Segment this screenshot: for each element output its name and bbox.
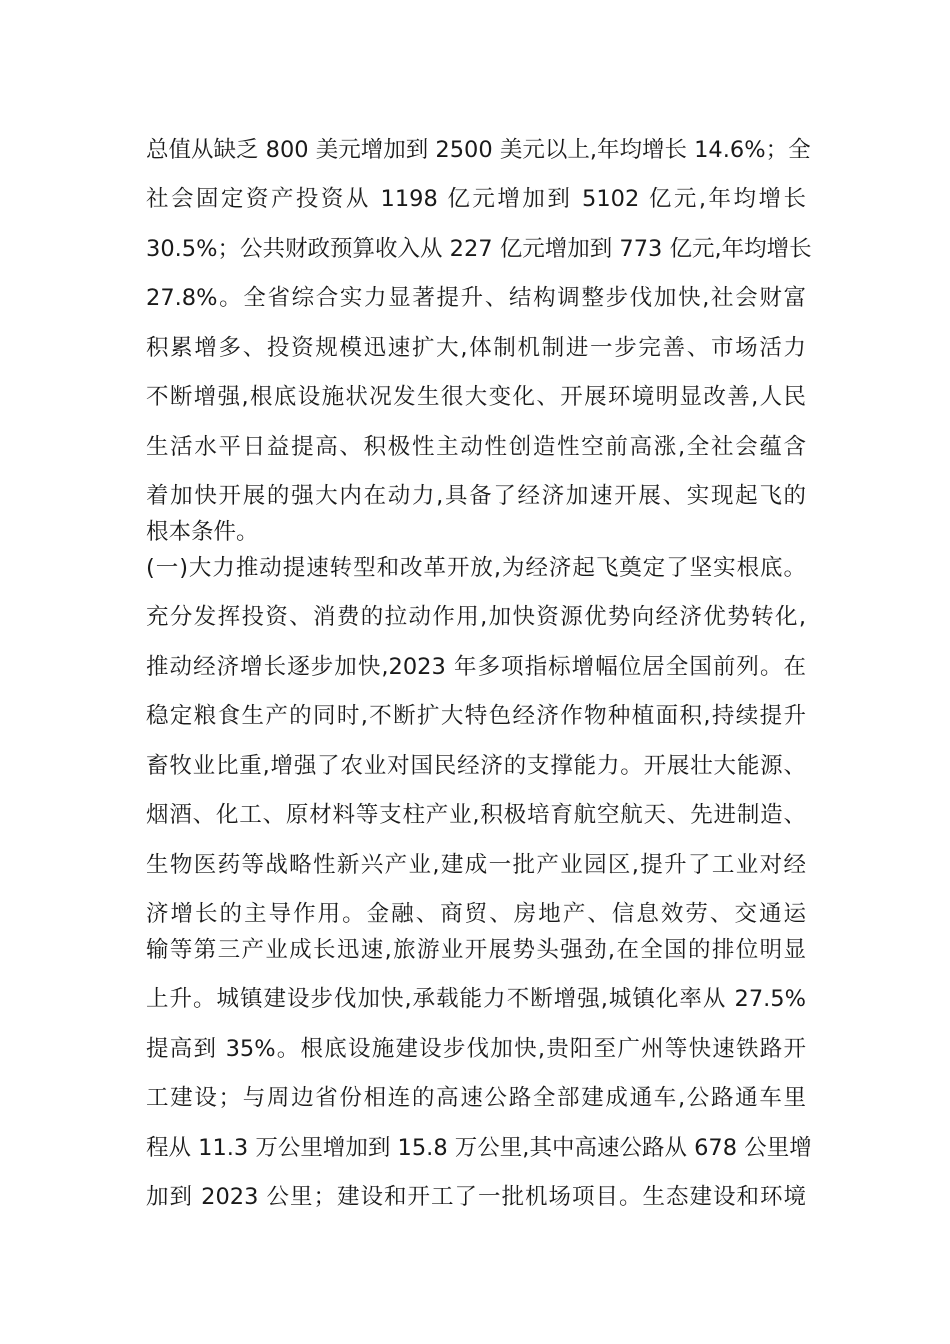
text-line-2: 社会固定资产投资从 1198 亿元增加到 5102 亿元,年均增长 xyxy=(146,186,806,212)
text-line-5: 积累增多、投资规模迅速扩大,体制机制进一步完善、市场活力 xyxy=(146,335,806,361)
text-line-7: 生活水平日益提高、积极性主动性创造性空前高涨,全社会蕴含 xyxy=(146,434,806,460)
text-line-16: 生物医药等战略性新兴产业,建成一批产业园区,提升了工业对经 xyxy=(146,852,806,878)
text-line-17: 济增长的主导作用。金融、商贸、房地产、信息效劳、交通运 xyxy=(146,901,806,927)
text-line-23: 加到 2023 公里；建设和开工了一批机场项目。生态建设和环境 xyxy=(146,1184,806,1210)
section-heading: (一)大力推动提速转型和改革开放,为经济起飞奠定了坚实根底。 xyxy=(146,555,806,581)
text-line-12: 推动经济增长逐步加快,2023 年多项指标增幅位居全国前列。在 xyxy=(146,654,806,680)
text-line-21: 工建设；与周边省份相连的高速公路全部建成通车,公路通车里 xyxy=(146,1085,806,1111)
text-line-19: 上升。城镇建设步伐加快,承载能力不断增强,城镇化率从 27.5% xyxy=(146,986,806,1012)
text-line-22: 程从 11.3 万公里增加到 15.8 万公里,其中高速公路从 678 公里增 xyxy=(146,1135,812,1161)
text-line-1: 总值从缺乏 800 美元增加到 2500 美元以上,年均增长 14.6%；全 xyxy=(146,137,811,163)
text-line-18: 输等第三产业成长迅速,旅游业开展势头强劲,在全国的排位明显 xyxy=(146,937,806,963)
text-line-6: 不断增强,根底设施状况发生很大变化、开展环境明显改善,人民 xyxy=(146,384,806,410)
text-line-11: 充分发挥投资、消费的拉动作用,加快资源优势向经济优势转化, xyxy=(146,604,806,630)
text-line-9: 根本条件。 xyxy=(146,519,259,545)
text-line-8: 着加快开展的强大内在动力,具备了经济加速开展、实现起飞的 xyxy=(146,483,806,509)
text-line-14: 畜牧业比重,增强了农业对国民经济的支撑能力。开展壮大能源、 xyxy=(146,753,806,779)
text-line-13: 稳定粮食生产的同时,不断扩大特色经济作物种植面积,持续提升 xyxy=(146,703,806,729)
text-line-15: 烟酒、化工、原材料等支柱产业,积极培育航空航天、先进制造、 xyxy=(146,802,806,828)
text-line-20: 提高到 35%。根底设施建设步伐加快,贵阳至广州等快速铁路开 xyxy=(146,1036,806,1062)
text-line-4: 27.8%。全省综合实力显著提升、结构调整步伐加快,社会财富 xyxy=(146,285,806,311)
text-line-3: 30.5%；公共财政预算收入从 227 亿元增加到 773 亿元,年均增长 xyxy=(146,236,812,262)
